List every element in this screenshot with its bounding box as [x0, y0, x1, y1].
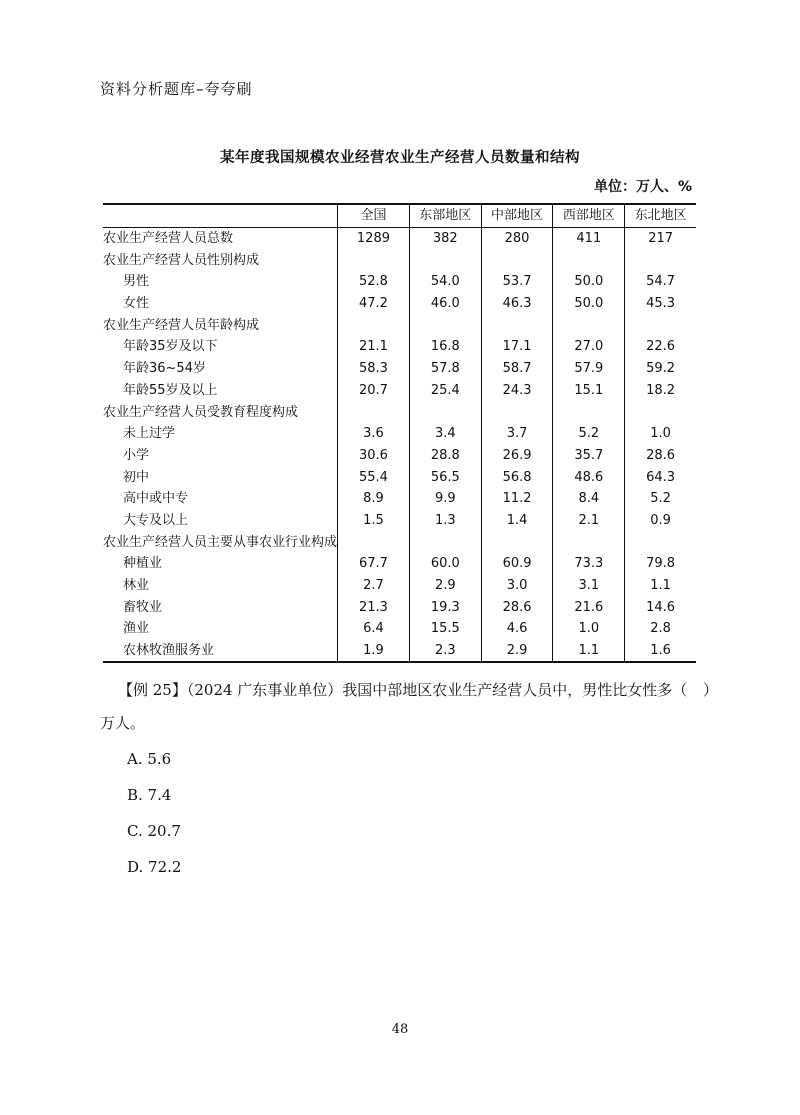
- table-title: 某年度我国规模农业经营农业生产经营人员数量和结构: [220, 150, 580, 166]
- table-cell: 3.4: [409, 423, 481, 445]
- table-row: [103, 358, 696, 380]
- column-header: 西部地区: [553, 204, 625, 227]
- table-cell: 6.4: [338, 618, 410, 640]
- table-cell: 54.0: [409, 271, 481, 293]
- table-cell: 57.8: [409, 358, 481, 380]
- table-cell: [553, 249, 625, 271]
- table-cell: 2.8: [625, 618, 696, 640]
- question-line-1: 【例 25】（2024 广东事业单位）我国中部地区农业生产经营人员中，男性比女性多（: [118, 681, 688, 699]
- table-cell: 15.1: [553, 380, 625, 402]
- table-cell: 14.6: [625, 596, 696, 618]
- row-label: 农业生产经营人员主要从事农业行业构成: [103, 534, 338, 550]
- table-cell: [338, 531, 410, 553]
- table-cell: 280: [481, 227, 553, 249]
- row-label: 渔业: [123, 621, 150, 637]
- table-cell: [625, 401, 696, 423]
- table-cell: 11.2: [481, 488, 553, 510]
- table-cell: 2.1: [553, 510, 625, 532]
- row-label: 高中或中专: [123, 491, 189, 507]
- table-cell: 20.7: [338, 380, 410, 402]
- table-cell: 25.4: [409, 380, 481, 402]
- table-cell: 1.5: [338, 510, 410, 532]
- table-cell: [625, 314, 696, 336]
- table-cell: [553, 531, 625, 553]
- header-blank: [103, 204, 338, 227]
- row-label: 农业生产经营人员总数: [103, 231, 234, 247]
- table-cell: [338, 314, 410, 336]
- table-cell: 18.2: [625, 380, 696, 402]
- table-row: [103, 227, 696, 249]
- row-label: 未上过学: [123, 426, 176, 442]
- table-cell: 28.6: [481, 596, 553, 618]
- table-cell: 50.0: [553, 293, 625, 315]
- table-cell: 1.1: [553, 640, 625, 663]
- table-cell: 1.9: [338, 640, 410, 663]
- column-header: 全国: [338, 204, 410, 227]
- table-cell: 3.6: [338, 423, 410, 445]
- table-cell: 35.7: [553, 445, 625, 467]
- table-cell: [409, 314, 481, 336]
- table-cell: 58.7: [481, 358, 553, 380]
- table-cell: 46.3: [481, 293, 553, 315]
- row-label: 大专及以上: [123, 512, 189, 528]
- row-label: 农业生产经营人员受教育程度构成: [103, 404, 299, 420]
- row-label: 林业: [123, 578, 150, 594]
- row-label: 年龄35岁及以下: [123, 339, 218, 355]
- table-cell: 47.2: [338, 293, 410, 315]
- table-cell: 67.7: [338, 553, 410, 575]
- table-cell: 28.8: [409, 445, 481, 467]
- table-cell: 1289: [338, 227, 410, 249]
- table-cell: 45.3: [625, 293, 696, 315]
- row-label: 年龄55岁及以上: [123, 382, 218, 398]
- row-label: 初中: [123, 469, 150, 485]
- table-cell: 22.6: [625, 336, 696, 358]
- table-cell: [553, 314, 625, 336]
- table-cell: 17.1: [481, 336, 553, 358]
- table-cell: [409, 401, 481, 423]
- table-row: [103, 445, 696, 467]
- table-cell: 52.8: [338, 271, 410, 293]
- table-cell: 3.1: [553, 575, 625, 597]
- table-cell: 53.7: [481, 271, 553, 293]
- table-cell: 2.7: [338, 575, 410, 597]
- page-header: 资料分析题库–夸夸刷: [100, 80, 253, 98]
- question-line-2: 万人。: [100, 714, 146, 732]
- table-row: [103, 618, 696, 640]
- table-row: [103, 314, 696, 336]
- table-cell: 59.2: [625, 358, 696, 380]
- row-label: 农林牧渔服务业: [123, 643, 215, 659]
- table-cell: [409, 249, 481, 271]
- table-cell: 8.4: [553, 488, 625, 510]
- table-row: [103, 553, 696, 575]
- table-cell: 15.5: [409, 618, 481, 640]
- page-number: 48: [391, 1022, 409, 1037]
- table-row: [103, 293, 696, 315]
- table-cell: 1.0: [553, 618, 625, 640]
- option-b[interactable]: B. 7.4: [127, 786, 172, 804]
- table-cell: [409, 531, 481, 553]
- table-cell: 54.7: [625, 271, 696, 293]
- table-cell: 27.0: [553, 336, 625, 358]
- table-row: [103, 271, 696, 293]
- table-row: [103, 380, 696, 402]
- table-row: [103, 488, 696, 510]
- table-cell: 56.8: [481, 466, 553, 488]
- table-cell: 1.4: [481, 510, 553, 532]
- row-label: 女性: [123, 296, 150, 312]
- table-cell: 46.0: [409, 293, 481, 315]
- table-cell: 79.8: [625, 553, 696, 575]
- table-cell: [481, 314, 553, 336]
- table-row: [103, 596, 696, 618]
- row-label: 农业生产经营人员性别构成: [103, 252, 260, 268]
- column-header: 中部地区: [481, 204, 553, 227]
- table-cell: 50.0: [553, 271, 625, 293]
- row-label: 男性: [123, 274, 150, 290]
- table-body: [103, 227, 696, 662]
- table-row: [103, 466, 696, 488]
- table-cell: 60.0: [409, 553, 481, 575]
- table-row: [103, 640, 696, 663]
- table-row: [103, 423, 696, 445]
- option-d[interactable]: D. 72.2: [127, 858, 182, 876]
- table-cell: 21.1: [338, 336, 410, 358]
- table-cell: 2.9: [409, 575, 481, 597]
- table-cell: 26.9: [481, 445, 553, 467]
- table-cell: 19.3: [409, 596, 481, 618]
- table-row: [103, 531, 696, 553]
- table-cell: 5.2: [625, 488, 696, 510]
- table-cell: 56.5: [409, 466, 481, 488]
- table-row: [103, 249, 696, 271]
- table-unit: 单位：万人、%: [593, 179, 692, 195]
- table-cell: 1.3: [409, 510, 481, 532]
- table-cell: 1.6: [625, 640, 696, 663]
- option-c[interactable]: C. 20.7: [127, 822, 181, 840]
- question-text: [118, 680, 718, 700]
- row-label: 小学: [123, 447, 150, 463]
- table-cell: 58.3: [338, 358, 410, 380]
- table-row: [103, 510, 696, 532]
- table-cell: 21.3: [338, 596, 410, 618]
- table-cell: 1.1: [625, 575, 696, 597]
- data-table: [103, 203, 696, 663]
- table-cell: 48.6: [553, 466, 625, 488]
- table-cell: [625, 249, 696, 271]
- row-label: 农业生产经营人员年龄构成: [103, 317, 260, 333]
- table-cell: [338, 249, 410, 271]
- row-label: 年龄36~54岁: [123, 361, 206, 377]
- table-header-row: [103, 204, 696, 227]
- table-cell: 60.9: [481, 553, 553, 575]
- table-cell: 57.9: [553, 358, 625, 380]
- table-cell: 3.7: [481, 423, 553, 445]
- table-cell: 2.9: [481, 640, 553, 663]
- table-row: [103, 401, 696, 423]
- table-cell: 21.6: [553, 596, 625, 618]
- option-a[interactable]: A. 5.6: [127, 750, 172, 768]
- table-cell: [553, 401, 625, 423]
- table-cell: 5.2: [553, 423, 625, 445]
- table-cell: 382: [409, 227, 481, 249]
- table-cell: 4.6: [481, 618, 553, 640]
- table-cell: 3.0: [481, 575, 553, 597]
- table-cell: 16.8: [409, 336, 481, 358]
- table-cell: 8.9: [338, 488, 410, 510]
- column-header: 东部地区: [409, 204, 481, 227]
- table-cell: [338, 401, 410, 423]
- table-cell: 64.3: [625, 466, 696, 488]
- table-cell: 2.3: [409, 640, 481, 663]
- answer-blank-close: ）: [702, 681, 718, 699]
- table-cell: 30.6: [338, 445, 410, 467]
- table-cell: [481, 401, 553, 423]
- table-cell: 55.4: [338, 466, 410, 488]
- table-cell: 73.3: [553, 553, 625, 575]
- table-cell: 9.9: [409, 488, 481, 510]
- column-header: 东北地区: [625, 204, 696, 227]
- table-cell: [625, 531, 696, 553]
- table-row: [103, 336, 696, 358]
- table-cell: 217: [625, 227, 696, 249]
- table-cell: [481, 249, 553, 271]
- table-row: [103, 575, 696, 597]
- table-cell: [481, 531, 553, 553]
- row-label: 种植业: [123, 556, 163, 572]
- table-cell: 1.0: [625, 423, 696, 445]
- row-label: 畜牧业: [123, 599, 163, 615]
- table-cell: 0.9: [625, 510, 696, 532]
- table-cell: 24.3: [481, 380, 553, 402]
- table-cell: 411: [553, 227, 625, 249]
- table-cell: 28.6: [625, 445, 696, 467]
